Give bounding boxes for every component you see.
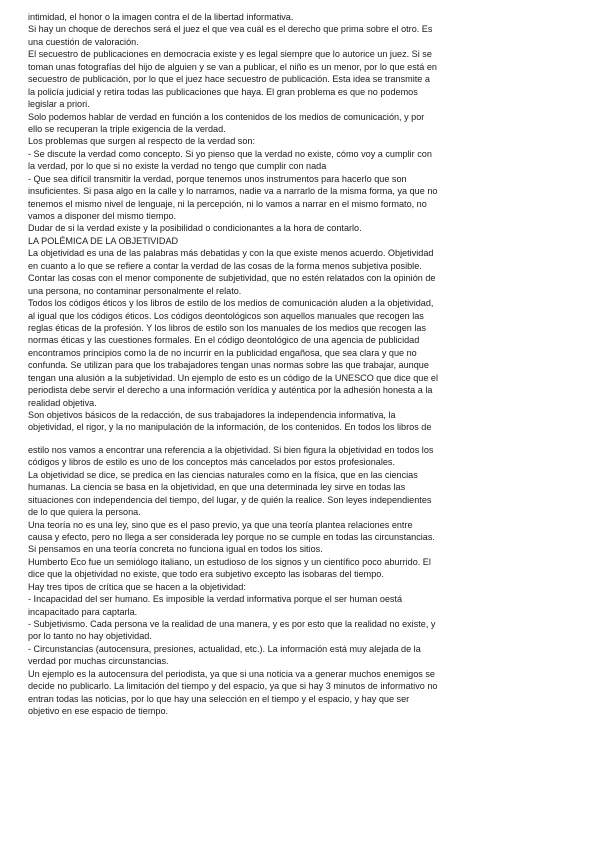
- text-line: insuficientes. Si pasa algo en la calle y lo narramos, nadie va a narrarlo de la misma forma, ya que no: [28, 186, 438, 197]
- text-line: Contar las cosas con el menor componente de subjetividad, que no estén relatados con la opinión de: [28, 273, 436, 284]
- text-line: encontramos principios como la de no incurrir en la publicidad engañosa, que sea clara y que no: [28, 347, 417, 358]
- text-line: Hay tres tipos de crítica que se hacen a la objetividad:: [28, 581, 246, 592]
- text-block-first: [28, 11, 588, 434]
- text-line: objetividad, el rigor, y la no manipulación de la información, de los contenidos. En todos los libros de: [28, 422, 432, 433]
- paragraph-gap: [28, 434, 588, 444]
- text-line: Dudar de si la verdad existe y la posibilidad o condicionantes a la hora de contarlo.: [28, 223, 362, 234]
- text-block-second: [28, 444, 588, 718]
- text-line: Humberto Eco fue un semiólogo italiano, un estudioso de los signos y un científico poco aburrido. El: [28, 556, 431, 567]
- text-line: - Incapacidad del ser humano. Es imposible la verdad informativa porque el ser human oestá: [28, 594, 403, 605]
- text-line: situaciones con independencia del tiempo, del lugar, y de quién la realice. Son leyes independientes: [28, 494, 432, 505]
- text-line: causa y efecto, pero no llega a ser considerada ley porque no se cumple en todas las circunstancias.: [28, 531, 435, 542]
- text-line: tenemos el mismo nivel de lenguaje, ni la percepción, ni lo vamos a narrar en el mismo formato, no: [28, 198, 427, 209]
- text-line: realidad objetiva.: [28, 397, 97, 408]
- text-line: entran todas las noticias, por lo que hay una selección en el tiempo y el espacio, y hay que ser: [28, 693, 410, 704]
- text-line: tengan una alusión a la subjetividad. Un ejemplo de esto es un código de la UNESCO que dice que el: [28, 372, 438, 383]
- text-line: Si pensamos en una teoría concreta no funciona igual en todos los sitios.: [28, 544, 323, 555]
- text-line: dice que la objetividad no existe, que todo era subjetivo excepto las isobaras del tiempo.: [28, 569, 384, 580]
- text-line: LA POLÉMICA DE LA OBJETIVIDAD: [28, 235, 179, 246]
- text-line: la verdad, por lo que si no existe la verdad no tengo que cumplir con nada: [28, 161, 327, 172]
- text-line: de lo que quiera la persona.: [28, 507, 141, 518]
- text-line: Un ejemplo es la autocensura del periodista, ya que si una noticia va a generar muchos enemigos se: [28, 668, 435, 679]
- text-line: al igual que los códigos éticos. Los códigos deontológicos son aquellos manuales que recogen las: [28, 310, 424, 321]
- text-line: Todos los códigos éticos y los libros de estilo de los medios de comunicación aluden a la objetividad,: [28, 298, 434, 309]
- text-line: El secuestro de publicaciones en democracia existe y es legal siempre que lo autorice un juez. Si se: [28, 49, 432, 60]
- text-line: estilo nos vamos a encontrar una referencia a la objetividad. Si bien figura la objetividad en todos los: [28, 444, 434, 455]
- text-line: intimidad, el honor o la imagen contra el de la libertad informativa.: [28, 12, 294, 22]
- text-line: verdad por muchas circunstancias.: [28, 656, 169, 667]
- text-line: secuestro de publicación, por lo que el juez hace secuestro de publicación. Esta idea se transmite a: [28, 74, 430, 85]
- text-line: reglas éticas de la profesión. Y los libros de estilo son los manuales de los medios que recogen las: [28, 322, 426, 333]
- text-line: objetivo en ese espacio de tiempo.: [28, 706, 169, 717]
- text-line: - Se discute la verdad como concepto. Si yo pienso que la verdad no existe, cómo voy a cumplir con: [28, 148, 432, 159]
- text-line: la policía judicial y retira todas las publicaciones que haya. El gran problema es que no podemos: [28, 86, 418, 97]
- text-line: La objetividad es una de las palabras más debatidas y con la que existe menos acuerdo. Objetividad: [28, 248, 434, 259]
- text-line: Si hay un choque de derechos será el juez el que vea cuál es el derecho que prima sobre el otro. Es: [28, 24, 433, 35]
- text-line: Los problemas que surgen al respecto de la verdad son:: [28, 136, 255, 147]
- text-line: - Que sea difícil transmitir la verdad, porque tenemos unos instrumentos para hacerlo que son: [28, 173, 407, 184]
- text-line: decide no publicarlo. La limitación del tiempo y del espacio, ya que si hay 3 minutos de informativo no: [28, 681, 438, 692]
- document-page: [28, 11, 588, 718]
- text-line: confunda. Se utilizan para que los trabajadores tengan unas normas sobre las que trabajar, aunque: [28, 360, 429, 371]
- text-line: vamos a disponer del mismo tiempo.: [28, 211, 177, 221]
- text-line: ello se recuperan la triple exigencia de la verdad.: [28, 123, 226, 134]
- text-line: códigos y libros de estilo es uno de los conceptos más cancelados por estos profesionales.: [28, 457, 395, 468]
- text-line: Una teoría no es una ley, sino que es el paso previo, ya que una teoría plantea relaciones entre: [28, 519, 413, 530]
- text-line: en cuanto a lo que se refiere a contar la verdad de las cosas de la forma menos subjetiva posible.: [28, 260, 422, 271]
- text-line: incapacitado para captarla.: [28, 606, 138, 617]
- text-line: una persona, no contaminar personalmente el relato.: [28, 285, 242, 296]
- text-line: Son objetivos básicos de la redacción, de sus trabajadores la independencia informativa, la: [28, 410, 396, 420]
- text-line: La objetividad se dice, se predica en las ciencias naturales como en la física, que en las ciencias: [28, 469, 418, 480]
- text-line: toman unas fotografías del hijo de alguien y se van a publicar, el niño es un menor, por lo que está en: [28, 61, 437, 72]
- text-line: legislar a priori.: [28, 99, 90, 110]
- text-line: humanas. La ciencia se basa en la objetividad, en que una determinada ley sirve en todas las: [28, 482, 406, 493]
- text-line: - Circunstancias (autocensura, presiones, actualidad, etc.). La información está muy alejada de la: [28, 643, 421, 654]
- text-line: - Subjetivismo. Cada persona ve la realidad de una manera, y es por esto que la realidad no existe, y: [28, 619, 436, 629]
- text-line: normas éticas y las cuestiones formales. En el código deontológico de una agencia de publicidad: [28, 335, 420, 346]
- text-line: Solo podemos hablar de verdad en función a los contenidos de los medios de comunicación, y por: [28, 111, 425, 122]
- text-line: una cuestión de valoración.: [28, 36, 139, 47]
- text-line: periodista debe servir el derecho a una información verídica y auténtica por la adhesión honesta a la: [28, 385, 433, 396]
- text-line: por lo tanto no hay objetividad.: [28, 631, 152, 642]
